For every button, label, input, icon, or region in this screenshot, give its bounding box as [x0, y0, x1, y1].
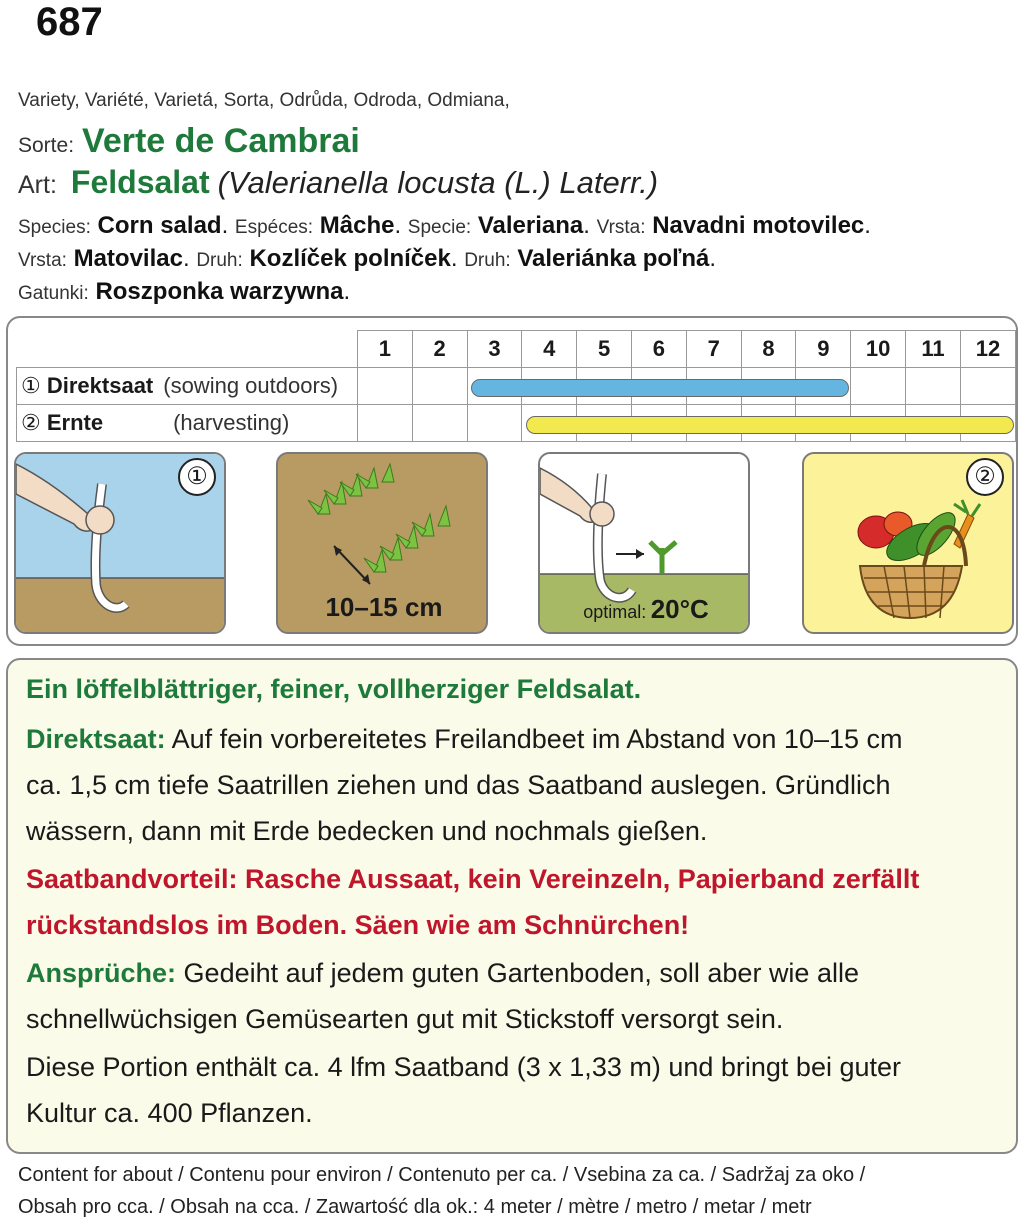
lang-label: Druh: — [464, 250, 511, 271]
month-12: 12 — [960, 331, 1015, 368]
month-1: 1 — [357, 331, 412, 368]
month-9: 9 — [796, 331, 851, 368]
month-5: 5 — [577, 331, 632, 368]
tape-advantage-line-2 — [26, 902, 689, 948]
pictogram-harvest — [802, 452, 1014, 634]
month-4: 4 — [522, 331, 577, 368]
spacing-label: 10–15 cm — [325, 592, 443, 622]
pictogram-temperature — [538, 452, 750, 634]
lang-value: Roszponka warzywna — [95, 278, 344, 305]
headline-text: Ein löffelblättriger, feiner, vollherziger Feldsalat. — [26, 674, 642, 704]
variety-name: Verte de Cambrai — [82, 122, 360, 160]
portion-line-2: Kultur ca. 400 Pflanzen. — [26, 1098, 313, 1128]
translations-line-2: Vrsta: Matovilac. Druh: Kozlíček polníček. Druh: Valeriánka poľná. — [18, 245, 717, 272]
product-code: 687 — [36, 0, 103, 44]
harvest-label: Ernte — [46, 410, 104, 435]
harvest-period-bar — [526, 416, 1014, 434]
month-3: 3 — [467, 331, 522, 368]
lang-label: Specie: — [407, 217, 472, 238]
info-panel — [6, 658, 1018, 1154]
lang-value: Valeriana — [477, 212, 584, 239]
sowing-period-bar — [471, 379, 849, 397]
step-two-marker: ② — [966, 458, 1004, 496]
lang-value: Corn salad — [97, 212, 222, 239]
calendar-panel — [6, 316, 1018, 646]
month-8: 8 — [741, 331, 796, 368]
direct-sowing-line-1 — [26, 716, 903, 762]
circle-number: ① — [21, 373, 41, 398]
month-2: 2 — [412, 331, 467, 368]
optimal-prefix: optimal: — [583, 602, 647, 622]
lang-label: Druh: — [196, 250, 243, 271]
species-name: Feldsalat — [70, 164, 210, 200]
tape-advantage-text: Saatbandvorteil: Rasche Aussaat, kein Vereinzeln, Papierband zerfällt — [26, 864, 920, 894]
variety-label: Sorte: — [18, 134, 75, 157]
lang-label: Species: — [18, 217, 91, 238]
direct-sowing-line-2: ca. 1,5 cm tiefe Saatrillen ziehen und das Saatband auslegen. Gründlich — [26, 770, 891, 800]
lang-label: Vrsta: — [18, 250, 67, 271]
direct-sowing-label: Direktsaat: — [26, 724, 166, 754]
month-6: 6 — [631, 331, 686, 368]
step-one-marker: ① — [178, 458, 216, 496]
species-row — [18, 164, 658, 201]
direct-sowing-line-3: wässern, dann mit Erde bedecken und nochmals gießen. — [26, 816, 708, 846]
lang-value: Valeriánka poľná — [517, 245, 710, 272]
requirements-label: Ansprüche: — [26, 958, 177, 988]
content-amount-line-1: Content for about / Contenu pour environ / Contenuto per ca. / Vsebina za ca. / Sadržaj za oko / — [18, 1164, 866, 1186]
lang-label: Vrsta: — [596, 217, 646, 238]
lang-label: Espéces: — [234, 217, 314, 238]
requirements-text: Gedeiht auf jedem guten Gartenboden, soll aber wie alle — [183, 958, 859, 988]
content-amount-line-2: Obsah pro cca. / Obsah na cca. / Zawartość dla ok.: 4 meter / mètre / metro / metar / metr — [18, 1196, 812, 1218]
sowing-label: Direktsaat — [46, 373, 154, 398]
harvest-paren: (harvesting) — [173, 410, 290, 435]
translations-line-3: Gatunki: Roszponka warzywna. — [18, 278, 351, 305]
lang-label: Gatunki: — [18, 283, 89, 304]
requirements-line-2: schnellwüchsigen Gemüsearten gut mit Stickstoff versorgt sein. — [26, 1004, 784, 1034]
sowing-paren: (sowing outdoors) — [163, 373, 339, 398]
month-header-row — [17, 331, 1016, 368]
variety-row — [18, 122, 360, 161]
pictogram-sowing — [14, 452, 226, 634]
lang-value: Matovilac — [73, 245, 183, 272]
portion-line-1: Diese Portion enthält ca. 4 lfm Saatband (3 x 1,33 m) und bringt bei guter — [26, 1052, 901, 1082]
pictogram-spacing — [276, 452, 488, 634]
lang-value: Navadni motovilec — [652, 212, 865, 239]
harvest-row-label — [17, 405, 358, 442]
headline — [26, 666, 641, 712]
month-11: 11 — [906, 331, 961, 368]
variety-languages: Variety, Variété, Varietá, Sorta, Odrůda, Odroda, Odmiana, — [18, 90, 510, 111]
temperature-label — [540, 594, 750, 625]
optimal-temperature: 20°C — [650, 594, 709, 624]
translations-line-1: Species: Corn salad. Espéces: Mâche. Specie: Valeriana. Vrsta: Navadni motovilec. — [18, 212, 871, 239]
circle-number: ② — [21, 410, 41, 435]
species-label: Art: — [18, 171, 57, 199]
sowing-row-label — [17, 368, 358, 405]
lang-value: Mâche — [319, 212, 395, 239]
tape-advantage-line-1 — [26, 856, 919, 902]
lang-value: Kozlíček polníček — [249, 245, 451, 272]
tape-advantage-text: rückstandslos im Boden. Säen wie am Schnürchen! — [26, 910, 690, 940]
requirements-line-1 — [26, 950, 859, 996]
month-10: 10 — [851, 331, 906, 368]
direct-sowing-text: Auf fein vorbereitetes Freilandbeet im Abstand von 10–15 cm — [171, 724, 903, 754]
latin-name: (Valerianella locusta (L.) Laterr.) — [217, 165, 659, 200]
month-7: 7 — [686, 331, 741, 368]
